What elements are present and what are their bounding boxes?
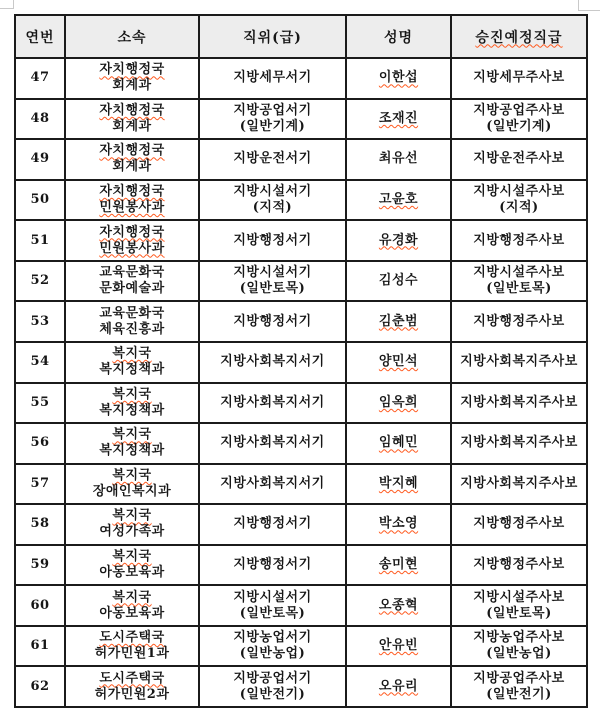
serial-number-cell: 61 [15, 626, 65, 667]
table-row [15, 666, 587, 707]
cell-line: 복지국 [112, 589, 152, 605]
cell-line: 허가민원2과 [94, 686, 170, 702]
cell-line: 지방시설주사보 [473, 265, 565, 281]
person-name: 이한섭 [378, 70, 419, 86]
serial-number-cell: 54 [15, 342, 65, 383]
position-cell [199, 464, 346, 505]
cell-line: 지방행정주사보 [473, 516, 565, 532]
cell-line: (일반토목) [486, 281, 552, 297]
cell-line: 지방공업서기 [233, 670, 312, 686]
cell-line: (지적) [252, 199, 293, 215]
cell-line: 복지정책과 [99, 402, 165, 418]
position-cell [199, 545, 346, 586]
department-cell [65, 464, 199, 505]
name-cell [346, 545, 451, 586]
cell-line: 지방세무서기 [233, 70, 312, 86]
cell-line: 복지국 [112, 346, 152, 362]
serial-number-cell: 55 [15, 383, 65, 424]
cell-line: 지방행정서기 [233, 557, 312, 573]
person-name: 임옥희 [378, 394, 419, 410]
cell-line: 지방시설서기 [233, 589, 312, 605]
table-row [15, 301, 587, 342]
cell-line: (일반토목) [239, 281, 306, 297]
name-cell [346, 139, 451, 180]
promotion-target-cell [451, 423, 587, 464]
promotion-roster-table [14, 14, 588, 708]
serial-number-cell: 58 [15, 504, 65, 545]
table-row [15, 342, 587, 383]
cell-line: (일반기계) [239, 118, 306, 134]
department-cell [65, 666, 199, 707]
serial-number-cell: 50 [15, 180, 65, 221]
table-row [15, 464, 587, 505]
table-row [15, 99, 587, 140]
header-serial-number: 연번 [15, 15, 65, 58]
serial-number-cell: 59 [15, 545, 65, 586]
cell-line: 지방운전서기 [233, 151, 312, 167]
person-name: 양민석 [378, 354, 419, 370]
cell-line: 복지국 [112, 508, 152, 524]
name-cell [346, 58, 451, 99]
page-edge-fragment-left [0, 0, 14, 9]
table-row [15, 383, 587, 424]
person-name: 유경화 [378, 232, 419, 248]
department-cell [65, 180, 199, 221]
person-name: 고윤호 [378, 191, 419, 207]
cell-line: 지방시설주사보 [473, 589, 565, 605]
header-promotion-target-rank [451, 15, 587, 58]
header-promotion-target-rank-label: 승진예정직급 [475, 29, 563, 46]
cell-line: 아동보육과 [99, 605, 165, 621]
position-cell [199, 261, 346, 302]
department-cell [65, 626, 199, 667]
cell-line: 민원봉사과 [99, 240, 165, 256]
name-cell [346, 383, 451, 424]
cell-line: 회계과 [112, 78, 152, 94]
cell-line: 지방사회복지서기 [220, 394, 325, 410]
position-cell [199, 99, 346, 140]
cell-line: 지방행정서기 [233, 313, 312, 329]
cell-line: 회계과 [112, 118, 152, 134]
name-cell [346, 342, 451, 383]
cell-line: 지방사회복지서기 [220, 354, 325, 370]
person-name: 박지혜 [378, 475, 419, 491]
person-name: 오종혁 [378, 597, 419, 613]
person-name: 박소영 [378, 516, 419, 532]
promotion-target-cell [451, 585, 587, 626]
cell-line: 여성가족과 [99, 524, 165, 540]
cell-line: 교육문화국 [99, 305, 165, 321]
cell-line: 지방공업주사보 [473, 102, 565, 118]
serial-number-cell: 60 [15, 585, 65, 626]
cell-line: 자치행정국 [99, 102, 165, 118]
cell-line: 회계과 [112, 159, 152, 175]
promotion-target-cell [451, 666, 587, 707]
cell-line: (지적) [499, 199, 539, 215]
cell-line: 지방세무주사보 [473, 70, 565, 86]
serial-number-cell: 47 [15, 58, 65, 99]
cell-line: 지방시설주사보 [473, 183, 565, 199]
name-cell [346, 504, 451, 545]
serial-number-cell: 52 [15, 261, 65, 302]
position-cell [199, 301, 346, 342]
table-header-row [15, 15, 587, 58]
cell-line: (일반토목) [239, 605, 306, 621]
department-cell [65, 99, 199, 140]
cell-line: 지방공업주사보 [473, 670, 565, 686]
table-row [15, 504, 587, 545]
cell-line: (일반전기) [486, 686, 552, 702]
table-row [15, 139, 587, 180]
cell-line: 복지국 [112, 427, 152, 443]
person-name: 김성수 [378, 273, 419, 289]
position-cell [199, 220, 346, 261]
cell-line: 복지국 [112, 467, 152, 483]
person-name: 최유선 [378, 151, 419, 167]
cell-line: 복지국 [112, 549, 152, 565]
position-cell [199, 383, 346, 424]
name-cell [346, 261, 451, 302]
name-cell [346, 180, 451, 221]
promotion-target-cell [451, 139, 587, 180]
table-row [15, 180, 587, 221]
cell-line: 지방시설서기 [233, 265, 312, 281]
cell-line: 지방사회복지서기 [220, 435, 325, 451]
cell-line: 지방행정서기 [233, 516, 312, 532]
cell-line: 아동보육과 [99, 565, 165, 581]
promotion-target-cell [451, 220, 587, 261]
table-row [15, 423, 587, 464]
person-name: 조재진 [378, 110, 419, 126]
cell-line: 지방행정주사보 [473, 313, 565, 329]
position-cell [199, 180, 346, 221]
cell-line: 복지국 [112, 386, 152, 402]
department-cell [65, 545, 199, 586]
position-cell [199, 585, 346, 626]
serial-number-cell: 56 [15, 423, 65, 464]
name-cell [346, 220, 451, 261]
cell-line: (일반농업) [239, 646, 306, 662]
cell-line: 지방행정서기 [233, 232, 312, 248]
cell-line: 자치행정국 [99, 183, 165, 199]
table-body [15, 58, 587, 707]
promotion-target-cell [451, 342, 587, 383]
name-cell [346, 99, 451, 140]
department-cell [65, 342, 199, 383]
cell-line: (일반기계) [486, 118, 552, 134]
cell-line: 지방농업주사보 [473, 630, 565, 646]
position-cell [199, 626, 346, 667]
department-cell [65, 139, 199, 180]
cell-line: 지방시설서기 [233, 183, 312, 199]
position-cell [199, 504, 346, 545]
position-cell [199, 58, 346, 99]
promotion-target-cell [451, 545, 587, 586]
department-cell [65, 58, 199, 99]
table-row [15, 585, 587, 626]
person-name: 김춘범 [378, 313, 419, 329]
promotion-target-cell [451, 626, 587, 667]
cell-line: 문화예술과 [99, 281, 165, 297]
header-name: 성명 [346, 15, 451, 58]
cell-line: 장애인복지과 [92, 483, 172, 499]
promotion-target-cell [451, 383, 587, 424]
promotion-target-cell [451, 301, 587, 342]
serial-number-cell: 62 [15, 666, 65, 707]
department-cell [65, 301, 199, 342]
cell-line: 지방공업서기 [233, 102, 312, 118]
serial-number-cell: 48 [15, 99, 65, 140]
table-row [15, 58, 587, 99]
position-cell [199, 666, 346, 707]
department-cell [65, 383, 199, 424]
department-cell [65, 585, 199, 626]
cell-line: (일반전기) [239, 686, 306, 702]
cell-line: 지방사회복지서기 [220, 475, 325, 491]
position-cell [199, 139, 346, 180]
name-cell [346, 464, 451, 505]
cell-line: 허가민원1과 [94, 646, 170, 662]
cell-line: 도시주택국 [99, 670, 165, 686]
promotion-target-cell [451, 99, 587, 140]
department-cell [65, 220, 199, 261]
table-row [15, 261, 587, 302]
name-cell [346, 423, 451, 464]
person-name: 임혜민 [378, 435, 419, 451]
cell-line: 민원봉사과 [99, 199, 165, 215]
serial-number-cell: 53 [15, 301, 65, 342]
cell-line: 복지정책과 [99, 443, 165, 459]
cell-line: 도시주택국 [99, 630, 165, 646]
cell-line: 자치행정국 [99, 62, 165, 78]
promotion-target-cell [451, 464, 587, 505]
promotion-target-cell [451, 180, 587, 221]
cell-line: 지방농업서기 [233, 630, 312, 646]
page-edge-fragment-right [578, 0, 600, 11]
name-cell [346, 585, 451, 626]
cell-line: 지방사회복지주사보 [460, 475, 578, 491]
cell-line: 복지정책과 [99, 362, 165, 378]
table-row [15, 545, 587, 586]
position-cell [199, 423, 346, 464]
person-name: 오유리 [378, 678, 419, 694]
position-cell [199, 342, 346, 383]
cell-line: 지방운전주사보 [473, 151, 565, 167]
header-position-grade: 직위(급) [199, 15, 346, 58]
department-cell [65, 504, 199, 545]
department-cell [65, 261, 199, 302]
table-row [15, 626, 587, 667]
cell-line: 지방사회복지주사보 [460, 394, 578, 410]
promotion-target-cell [451, 504, 587, 545]
cell-line: (일반토목) [486, 605, 552, 621]
header-department: 소속 [65, 15, 199, 58]
cell-line: 지방행정주사보 [473, 557, 565, 573]
cell-line: 체육진흥과 [99, 321, 165, 337]
promotion-target-cell [451, 261, 587, 302]
cell-line: 자치행정국 [99, 143, 165, 159]
person-name: 송미현 [378, 557, 419, 573]
table-row [15, 220, 587, 261]
cell-line: (일반농업) [486, 646, 552, 662]
cell-line: 교육문화국 [99, 265, 165, 281]
cell-line: 지방사회복지주사보 [460, 435, 578, 451]
name-cell [346, 666, 451, 707]
name-cell [346, 626, 451, 667]
serial-number-cell: 57 [15, 464, 65, 505]
cell-line: 자치행정국 [99, 224, 165, 240]
serial-number-cell: 51 [15, 220, 65, 261]
person-name: 안유빈 [378, 638, 419, 654]
serial-number-cell: 49 [15, 139, 65, 180]
name-cell [346, 301, 451, 342]
cell-line: 지방행정주사보 [473, 232, 565, 248]
department-cell [65, 423, 199, 464]
cell-line: 지방사회복지주사보 [460, 354, 578, 370]
promotion-target-cell [451, 58, 587, 99]
